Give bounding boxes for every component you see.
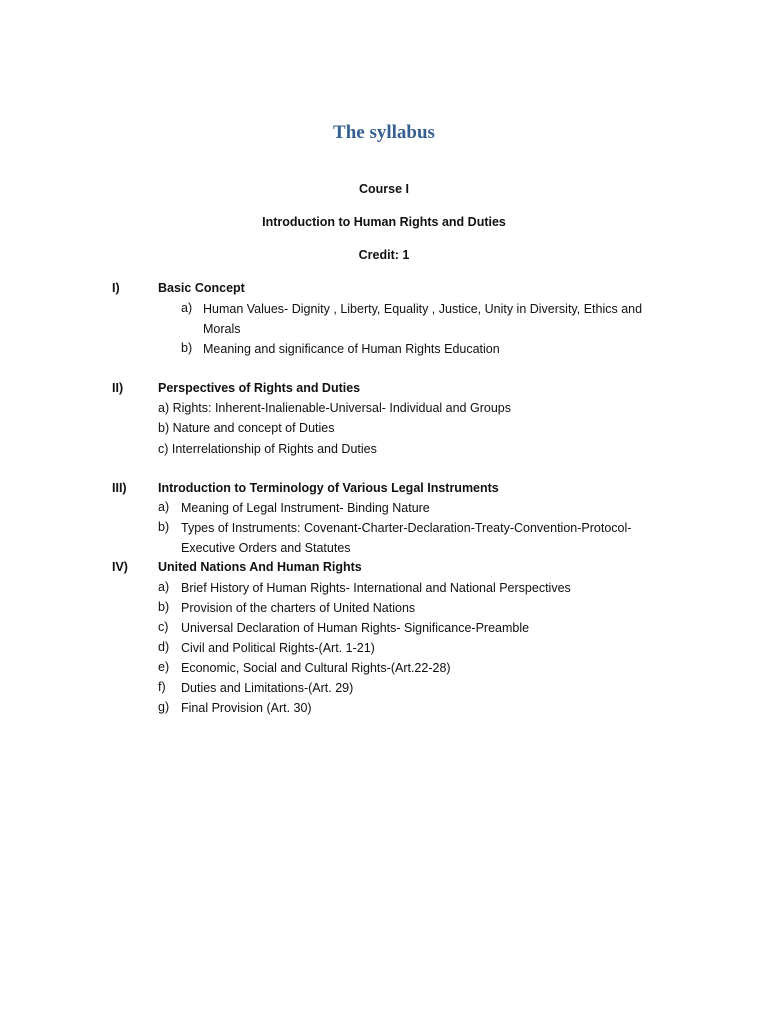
section-number: IV) (112, 560, 128, 574)
item-text: Meaning and significance of Human Rights Education (203, 342, 500, 356)
course-title: Introduction to Human Rights and Duties (262, 215, 506, 229)
item-text: Provision of the charters of United Nations (181, 601, 416, 615)
section-number: I) (112, 281, 120, 295)
item-text: Civil and Political Rights-(Art. 1-21) (181, 641, 375, 655)
item-text: Universal Declaration of Human Rights- Significance-Preamble (181, 621, 530, 635)
item-letter: c) (158, 620, 169, 634)
item-text: Final Provision (Art. 30) (181, 701, 312, 715)
item-text: Executive Orders and Statutes (181, 541, 351, 555)
item-letter: b) (158, 520, 170, 534)
item-letter: f) (158, 680, 166, 694)
section-number: III) (112, 481, 127, 495)
item-text: b) Nature and concept of Duties (158, 421, 335, 435)
item-text: Brief History of Human Rights- International and National Perspectives (181, 581, 571, 595)
section-heading: Introduction to Terminology of Various Legal Instruments (158, 481, 499, 495)
section-heading: United Nations And Human Rights (158, 560, 362, 574)
page-title: The syllabus (333, 122, 435, 143)
item-letter: a) (158, 580, 170, 594)
item-text: c) Interrelationship of Rights and Duties (158, 442, 377, 456)
item-text: Types of Instruments: Covenant-Charter-Declaration-Treaty-Convention-Protocol- (181, 521, 632, 535)
item-text: Economic, Social and Cultural Rights-(Art.22-28) (181, 661, 451, 675)
credit-label: Credit: 1 (358, 248, 410, 262)
item-letter: a) (181, 301, 193, 315)
item-text: Human Values- Dignity , Liberty, Equality , Justice, Unity in Diversity, Ethics and (203, 302, 643, 316)
item-text: Meaning of Legal Instrument- Binding Nature (181, 501, 430, 515)
section-heading: Basic Concept (158, 281, 245, 295)
item-letter: g) (158, 700, 170, 714)
section-number: II) (112, 381, 124, 395)
course-label: Course I (358, 182, 409, 196)
section-heading: Perspectives of Rights and Duties (158, 381, 361, 395)
item-letter: b) (158, 600, 170, 614)
item-letter: a) (158, 500, 170, 514)
item-text: Morals (203, 322, 241, 336)
item-letter: e) (158, 660, 170, 674)
item-letter: b) (181, 341, 193, 355)
item-text: Duties and Limitations-(Art. 29) (181, 681, 354, 695)
item-letter: d) (158, 640, 170, 654)
item-text: a) Rights: Inherent-Inalienable-Universal- Individual and Groups (158, 401, 511, 415)
